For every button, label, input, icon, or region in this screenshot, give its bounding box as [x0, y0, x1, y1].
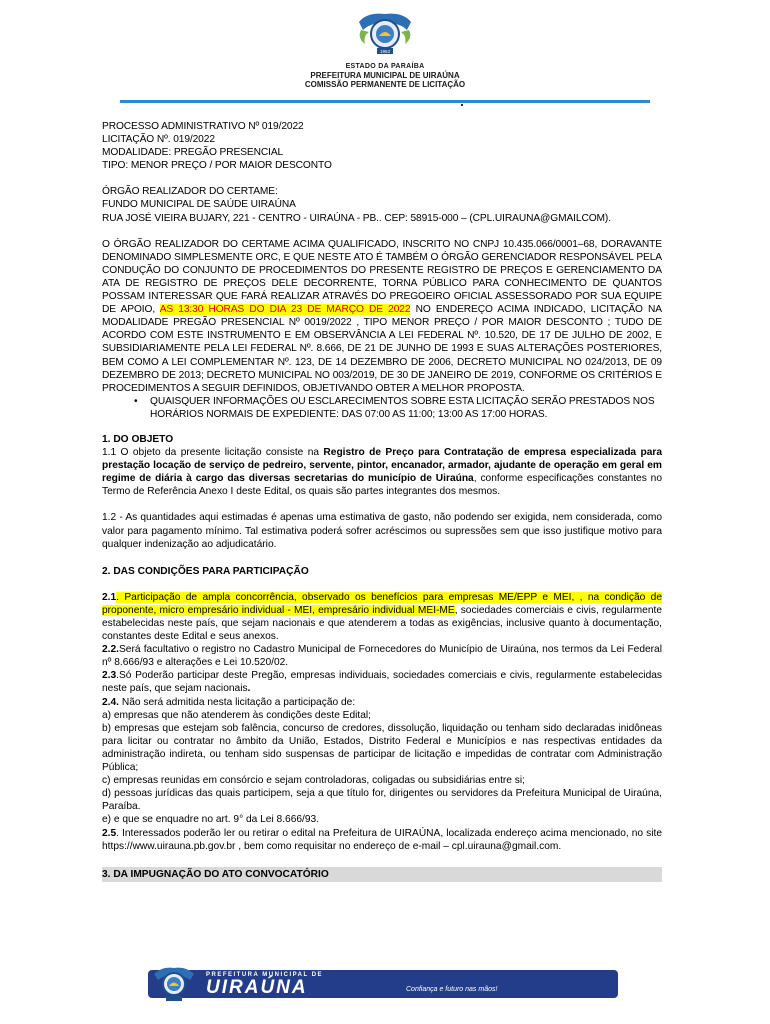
- section-2-title: 2. DAS CONDIÇÕES PARA PARTICIPAÇÃO: [102, 565, 309, 577]
- organ-label: ÓRGÃO REALIZADOR DO CERTAME:: [102, 186, 278, 198]
- letterhead: [0, 0, 770, 105]
- section-2-3: 2.3.Só Poderão participar deste Pregão, empresas individuais, sociedades comerciais e civis, regularmente estabelecidas neste país, que sejam nacionais.: [102, 670, 662, 695]
- item-c: c) empresas reunidas em consórcio e sejam controladoras, coligadas ou subsidiárias entre si;: [102, 775, 525, 787]
- item-e: e) e que se enquadre no art. 9° da Lei 8.666/93.: [102, 814, 320, 826]
- date-highlight: AS 13:30 HORAS DO DIA 23 DE MARÇO DE 2022: [159, 304, 411, 316]
- item-a: a) empresas que não atenderem às condições deste Edital;: [102, 709, 371, 721]
- section-2-2: 2.2.Será facultativo o registro no Cadastro Municipal de Fornecedores do Município de Uiraúna, nos termos da Lei Federal nº 8.666/93 e alterações e Lei 10.520/02.: [102, 644, 662, 669]
- organ-name: FUNDO MUNICIPAL DE SAÚDE UIRAÚNA: [102, 199, 296, 211]
- item-b: b) empresas que estejam sob falência, concurso de credores, dissolução, liquidação ou tenham sido declaradas inidôneas para licitar ou contratar no âmbito da União, Estados, Distrito Federal e Municípios e nas respectivas entidades da administração indireta, ou tenham sido suspensas de participar de licitação e impedidas de contratar com Administração Pública;: [102, 722, 662, 774]
- info-bullet: • QUAISQUER INFORMAÇÕES OU ESCLARECIMENTOS SOBRE ESTA LICITAÇÃO SERÃO PRESTADOS NOS HORÁRIOS NORMAIS DE EXPEDIENTE: DAS 07:00 AS 11:00; 13:00 AS 17:00 HORAS.: [102, 395, 662, 421]
- footer-banner: [148, 962, 618, 1006]
- header-rule: [120, 100, 650, 103]
- header-dot: [461, 104, 463, 106]
- organ-address: RUA JOSÉ VIEIRA BUJARY, 221 - CENTRO - UIRAÚNA - PB.. CEP: 58915-000 – (CPL.UIRAUNA@GMAILCOM).: [102, 212, 611, 224]
- footer-logo-text: UIRAÚNA: [206, 977, 308, 998]
- municipal-crest-icon: [355, 8, 415, 60]
- bid-type: TIPO: MENOR PREÇO / POR MAIOR DESCONTO: [102, 160, 332, 172]
- section-2-1: 2.1. Participação de ampla concorrência, observado os benefícios para empresas ME/EPP e MEI, , na condição de proponente, micro empresário individual - MEI, empresário individual MEI-ME, sociedades comerciais e civis, regularmente estabelecidas neste país, que sejam nacionais e que atenderem a todas as exigências, inclusive quanto à documentação, constantes deste Edital e seus anexos.: [102, 591, 662, 643]
- footer-slogan: Confiança e futuro nas mãos!: [406, 986, 498, 993]
- main-paragraph: O ÓRGÃO REALIZADOR DO CERTAME ACIMA QUALIFICADO, INSCRITO NO CNPJ 10.435.066/0001–68, DORAVANTE DENOMINADO SIMPLESMENTE ORC, E QUE NESTE ATO É TAMBÉM O ÓRGÃO GERENCIADOR RESPONSÁVEL PELA CONDUÇÃO DO CONJUNTO DE PROCEDIMENTOS DO PRESENTE REGISTRO DE PREÇOS E GERENCIAMENTO DA ATA DE REGISTRO DE PREÇOS DELE DECORRENTE, TORNA PÚBLICO PARA CONHECIMENTO DE QUANTOS POSSAM INTERESSAR QUE FARÁ REALIZAR ATRAVÉS DO PREGOEIRO OFICIAL ASSESSORADO POR SUA EQUIPE DE APOIO, AS 13:30 HORAS DO DIA 23 DE MARÇO DE 2022 NO ENDEREÇO ACIMA INDICADO, LICITAÇÃO NA MODALIDADE PREGÃO PRESENCIAL Nº 0019/2022 , TIPO MENOR PREÇO / POR MAIOR DESCONTO ; TUDO DE ACORDO COM ESTE INSTRUMENTO E EM OBSERVÂNCIA A LEI FEDERAL Nº. 10.520, DE 17 DE JULHO DE 2002, E SUBSIDIARIAMENTE PELA LEI FEDERAL Nº. 8.666, DE 21 DE JUNHO DE 1993 E SUAS ALTERAÇÕES POSTERIORES, BEM COMO A LEI COMPLEMENTAR Nº. 123, DE 14 DEZEMBRO DE 2006, DECRETO MUNICIPAL NO 024/2013, DE 09 DEZEMBRO DE 2013; DECRETO MUNICIPAL NO 003/2019, DE 30 DE JANEIRO DE 2019, CONFORME OS CRITÉRIOS E PROCEDIMENTOS A SEGUIR DEFINIDOS, OBJETIVANDO OBTER A MELHOR PROPOSTA.: [102, 238, 662, 394]
- bid-number: LICITAÇÃO Nº. 019/2022: [102, 134, 215, 146]
- footer-small-text: PREFEITURA MUNICIPAL DE: [206, 972, 324, 978]
- document-body: [102, 120, 662, 882]
- section-1-1: 1.1 O objeto da presente licitação consiste na Registro de Preço para Contratação de empresa especializada para prestação locação de serviço de pedreiro, servente, pintor, encanador, armador, ajudante de operação em geral em regime de diária à cargo das diversas secretarias do município de Uiraúna, conforme especificações constantes no Termo de Referência Anexo I deste Edital, os quais são partes integrantes dos mesmos.: [102, 447, 663, 498]
- section-1-2: 1.2 - As quantidades aqui estimadas é apenas uma estimativa de gasto, não podendo ser exigida, nem considerada, como valor para pagamento mínimo. Tal estimativa poderá sofrer acréscimos ou supressões sem que isso justifique motivo para qualquer indenização ao adjudicatário.: [102, 512, 662, 550]
- header-prefeitura: PREFEITURA MUNICIPAL DE UIRAÚNA: [310, 71, 460, 80]
- svg-text:1953: 1953: [379, 49, 391, 54]
- section-3-title: 3. DA IMPUGNAÇÃO DO ATO CONVOCATÓRIO: [102, 867, 662, 882]
- section-2-4: 2.4. Não será admitida nesta licitação a participação de:: [102, 696, 356, 708]
- item-d: d) pessoas jurídicas das quais participem, seja a que título for, dirigentes ou servidores da Prefeitura Municipal de Uiraúna, Paraíba.: [102, 788, 662, 813]
- process-number: PROCESSO ADMINISTRATIVO Nº 019/2022: [102, 121, 304, 132]
- header-commission: COMISSÃO PERMANENTE DE LICITAÇÃO: [304, 80, 466, 89]
- header-state: ESTADO DA PARAÍBA: [345, 63, 425, 70]
- section-2-5: 2.5. Interessados poderão ler ou retirar o edital na Prefeitura de UIRAÚNA, localizada endereço acima mencionado, no site https://www.uirauna.pb.gov.br , bem como requisitar no endereço de e-mail – cpl.uirauna@gmail.com.: [102, 827, 662, 852]
- footer-crest-icon: [152, 964, 196, 1004]
- section-1-title: 1. DO OBJETO: [102, 433, 174, 445]
- modality: MODALIDADE: PREGÃO PRESENCIAL: [102, 147, 284, 159]
